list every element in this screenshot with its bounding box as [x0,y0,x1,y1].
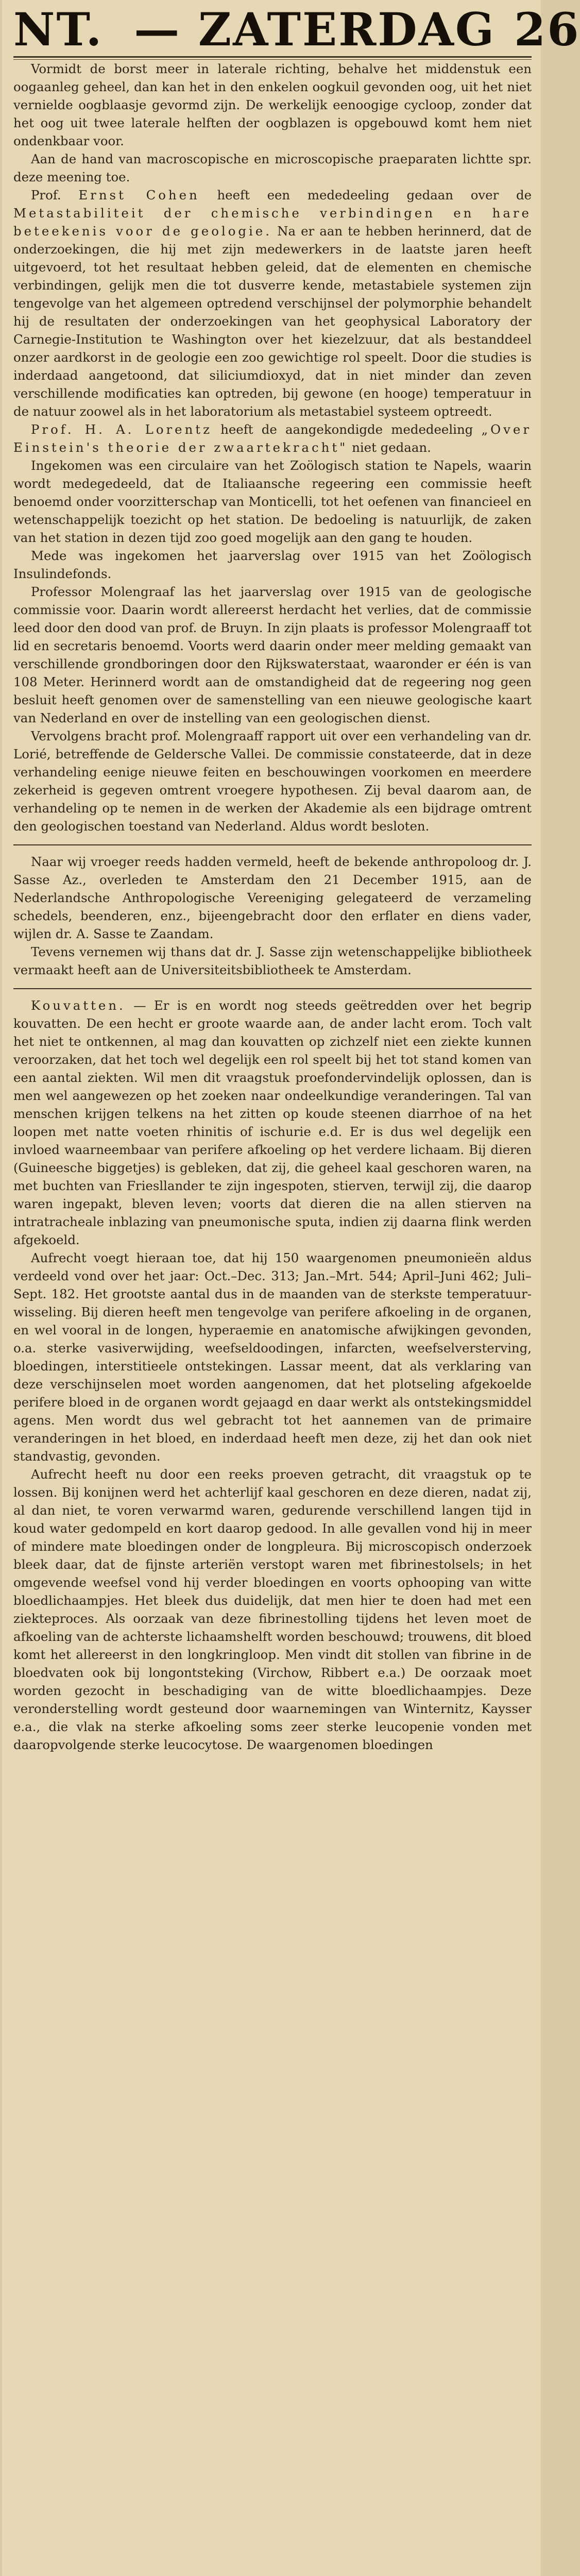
text-run: Kouvatten. [31,998,126,1013]
paragraph-p6: Mede was ingekomen het jaarverslag over 1915 van het Zoölogisch Insulindefonds. [13,548,532,581]
text-run: Na er aan te hebben herinnerd, dat de onderzoekingen, die hij met zijn medewerkers in de laatste jaren heeft uitgevoerd, tot het resultaat hebben geleid, dat de elementen en chemische verbindingen, gelijk men die tot dusverre kende, metastabiele systemen zijn tengevolge van het algemeen optredend verschijnsel der polymorphie behandelt hij de resultaten der onderzoekingen van het geophysical Laboratory der Carnegie-Institution te Washington over het kiezelzuur, dat als bestanddeel onzer aardkorst in de geologie een zoo gewichtige rol speelt. Door die studies is inderdaad aangetoond, dat siliciumdioxyd, dat in niet minder dan zeven verschillende modificaties kan optreden, bij gewone (en hooge) temperatuur in de natuur zoowel als in het laboratorium als metastabiel systeem optreedt. [13,224,532,419]
text-run: heeft een mededeeling gedaan over de [199,188,532,202]
text-run: Ernst Cohen [78,188,200,202]
text-run: „Over Einstein's theorie der zwaartekracht" [13,422,532,455]
paragraph-p2: Aan de hand van macroscopische en microscopische praeparaten lichtte spr. deze meening toe. [13,151,532,184]
paragraph-p13: Aufrecht heeft nu door een reeks proeven getracht, dit vraagstuk op te lossen. Bij konijnen werd het achterlijf kaal geschoren en deze dieren, nadat zij, al dan niet, te voren verwarmd waren, gedurende verschillend langen tijd in koud water gedompeld en kort daarop gedood. In alle gevallen vond hij in meer of mindere mate bloedingen onder de longpleura. Bij microscopisch onderzoek bleek daar, dat de fijnste arteriën verstopt waren met fibrinestolsels; in het omgevende weefsel vond hij verder bloedingen en voorts ophooping van witte bloedlichaampjes. Het bleek dus duidelijk, dat men hier te doen had met een ziekteproces. Als oorzaak van deze fibrinestolling tijdens het leven moet de afkoeling van de achterste lichaamshelft worden beschouwd; trouwens, dit bloed komt het allereerst in den longkringloop. Men vindt dit stollen van fibrine in de bloedvaten ook bij longontsteking (Virchow, Ribbert e.a.) De oorzaak moet worden gezocht in beschadiging van de witte bloedlichaampjes. Deze veronderstelling wordt gesteund door waarnemingen van Winternitz, Kaysser e.a., die vlak na sterke afkoeling soms zeer sterke leucopenie vonden met daaropvolgende sterke leucocytose. De waargenomen bloedingen [13,1467,532,1752]
section-divider [13,988,532,989]
paragraph-p8: Vervolgens bracht prof. Molengraaff rapport uit over een verhandeling van dr. Lorié, betreffende de Geldersche Vallei. De commissie constateerde, dat in deze verhandeling eenige nieuwe feiten en beschouwingen voorkomen en meerdere zekerheid is gegeven omtrent vroegere hypothesen. Zij beval daarom aan, de verhandeling op te nemen in de werken der Akademie als een bijdrage omtrent den geologischen toestand van Nederland. Aldus wordt besloten. [13,728,532,834]
text-run: Metastabiliteit der chemische verbindingen en hare beteekenis voor de geologie. [13,206,532,239]
masthead-left: NT. [13,3,104,56]
paragraph-p5: Ingekomen was een circulaire van het Zoölogisch station te Napels, waarin wordt medegedeeld, dat de Italiaansche regeering een commissie heeft benoemd onder voorzitterschap van Monticelli, tot het oefenen van financieel en wetenschappelijk toezicht op het station. De bedoeling is natuurlijk, de zaken van het station in dezen tijd zoo goed mogelijk aan den gang te houden. [13,458,532,545]
masthead-number: 26 [514,3,580,56]
paragraph-p12: Aufrecht voegt hieraan toe, dat hij 150 waargenomen pneumonieën aldus verdeeld vond over het jaar: Oct.–Dec. 313; Jan.–Mrt. 544; April–Juni 462; Juli–Sept. 182. Het grootste aantal dus in de maanden van de sterkste temperatuur-wisseling. Bij dieren heeft men tengevolge van perifere afkoeling in de organen, en wel vooral in de longen, hyperaemie en anatomische afwijkingen gevonden, o.a. sterke vasiverwijding, weefseldoodingen, infarcten, weefselversterving, bloedingen, interstitieele ontstekingen. Lassar meent, dat als verklaring van deze verschijnselen moet worden aangenomen, dat het plotseling afgekoelde perifere bloed in de organen wordt gejaagd en daar werkt als ontstekingsmiddel agens. Men wordt dus wel gebracht tot het aannemen van de primaire veranderingen in het bloed, en inderdaad heeft men deze, zij het dan ook niet standvastig, gevonden. [13,1250,532,1464]
paragraph-p7: Professor Molengraaf las het jaarverslag over 1915 van de geologische commissie voor. Daarin wordt allereerst herdacht het verlies, dat de commissie leed door den dood van prof. de Bruyn. In zijn plaats is professor Molengraaff tot lid en secretaris benoemd. Voorts werd daarin onder meer melding gemaakt van verschillende grondboringen door den Rijkswaterstaat, waaronder er één is van 108 Meter. Herinnerd wordt aan de omstandigheid dat de regeering nog geen besluit heeft genomen over de samenstelling van een nieuwe geologische kaart van Nederland en over de instelling van een geologischen dienst. [13,584,532,725]
paragraph-p11 [13,996,532,1249]
text-run: — Er is en wordt nog steeds geëtredden over het begrip kouvatten. De een hecht er groote waarde aan, de ander lacht erom. Toch valt het niet te ontkennen, al mag dan kouvatten op zichzelf niet een ziekte kunnen veroorzaken, dat het toch wel degelijk een rol speelt bij het tot stand komen van een aantal ziekten. Wil men dit vraagstuk proefondervindelijk oplossen, dan is men wel aangewezen op het zoeken naar ondeelkundige veranderingen. Tal van menschen krijgen telkens na het zitten op koude steenen diarrhoe of na het loopen met natte voeten rhinitis of ischurie e.d. Er is dus wel degelijk een invloed waarneembaar van perifere afkoeling op het verdere lichaam. Bij dieren (Guineesche biggetjes) is gebleken, dat zij, die geheel kaal geschoren waren, na met buchten van Friesllander te zijn ingespoten, stierven, terwijl zij, die daarop waren ingepakt, bleven leven; voorts dat dieren die na allen stierven na intratracheale inblazing van pneumonische sputa, indien zij daarna flink werden afgekoeld. [13,998,532,1247]
article-body [13,60,532,1754]
newspaper-clipping [2,0,580,2576]
section-divider [13,844,532,845]
paragraph-p1: Vormidt de borst meer in laterale richting, behalve het middenstuk een oogaanleg geheel, dan kan het in den enkelen oogkuil gevonden oog, uit het niet vernielde oogblaasje gevormd zijn. De werkelijk eenoogige cycloop, zonder dat het oog uit twee laterale helften der oogblazen is opgebouwd komt hem niet ondenkbaar voor. [13,61,532,148]
text-run: heeft de aangekondigde mededeeling [212,422,482,437]
text-run: niet gedaan. [348,440,431,455]
paragraph-p3 [13,186,532,420]
masthead [13,0,580,58]
text-run: Prof. H. A. Lorentz [31,422,212,437]
masthead-date: — ZATERDAG [134,3,496,56]
paragraph-p4 [13,420,532,456]
paragraph-p9: Naar wij vroeger reeds hadden vermeld, heeft de bekende anthropoloog dr. J. Sasse Az., overleden te Amsterdam den 21 December 1915, aan de Nederlandsche Anthropologische Vereeniging gelegateerd de verzameling schedels, beenderen, enz., bijeengebracht door den erflater en diens vader, wijlen dr. A. Sasse te Zaandam. [13,854,532,941]
paragraph-p10: Tevens vernemen wij thans dat dr. J. Sasse zijn wetenschappelijke bibliotheek vermaakt heeft aan de Universiteitsbibliotheek te Amsterdam. [13,944,532,977]
text-run: Prof. [31,188,79,202]
